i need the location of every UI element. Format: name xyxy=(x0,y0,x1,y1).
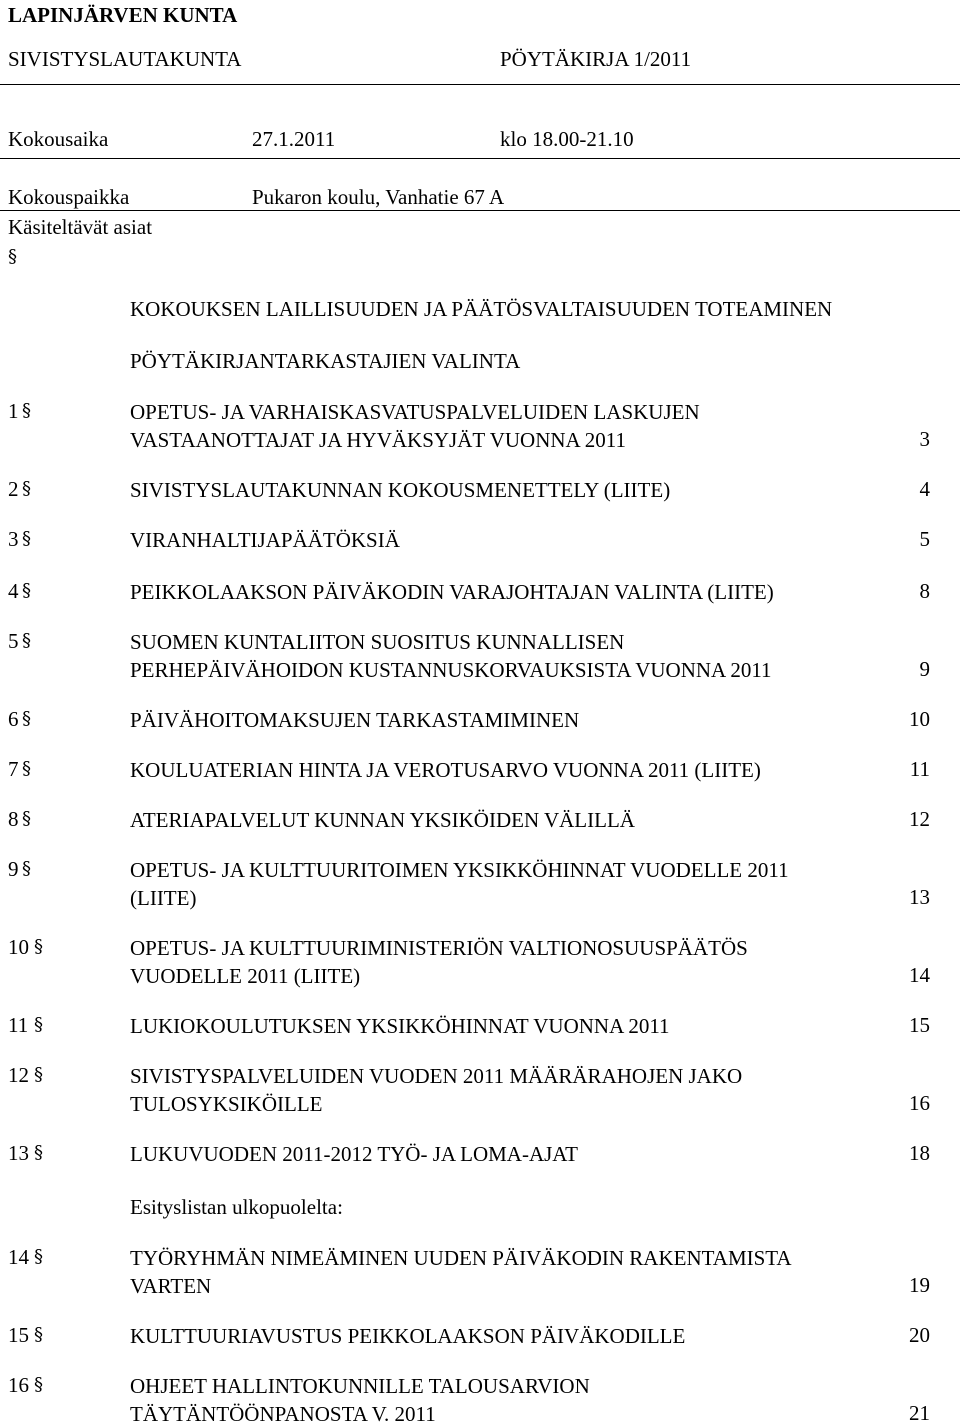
agenda-label: Käsiteltävät asiat xyxy=(8,215,153,239)
agenda-item-title-line: PERHEPÄIVÄHOIDON KUSTANNUSKORVAUKSISTA VUONNA 2011 xyxy=(130,658,772,682)
agenda-item xyxy=(0,1244,960,1300)
agenda-item-page: 10 xyxy=(909,707,930,731)
agenda-item-title-line: TULOSYKSIKÖILLE xyxy=(130,1092,323,1116)
agenda-item-title xyxy=(130,706,890,734)
agenda-item-title-line: LUKUVUODEN 2011-2012 TYÖ- JA LOMA-AJAT xyxy=(130,1142,578,1166)
agenda-item-title xyxy=(130,526,890,554)
agenda-item-title xyxy=(130,1062,890,1118)
agenda-item xyxy=(0,856,960,912)
section-sign: § xyxy=(22,478,31,499)
section-sign: § xyxy=(34,936,43,957)
header-rule-3 xyxy=(0,210,960,211)
agenda-item-page: 12 xyxy=(909,807,930,831)
agenda-item-number: 11 xyxy=(8,1013,29,1037)
agenda-item-title xyxy=(130,1322,890,1350)
agenda-item-number: 5 xyxy=(8,629,19,653)
agenda-item-title xyxy=(130,628,890,684)
agenda-item-title xyxy=(130,1372,890,1428)
agenda-item-page: 8 xyxy=(919,579,930,603)
agenda-item-number: 13 xyxy=(8,1141,29,1165)
agenda-item-title-line: KOULUATERIAN HINTA JA VEROTUSARVO VUONNA 2011 (LIITE) xyxy=(130,758,761,782)
agenda-item-page: 9 xyxy=(919,657,930,681)
agenda-item-number: 1 xyxy=(8,399,19,423)
agenda-item-title-line: PÄIVÄHOITOMAKSUJEN TARKASTAMIMINEN xyxy=(130,708,580,732)
agenda-item-title-line: OPETUS- JA KULTTUURITOIMEN YKSIKKÖHINNAT VUODELLE 2011 xyxy=(130,858,789,882)
agenda-item xyxy=(0,1322,960,1378)
agenda-item xyxy=(0,934,960,990)
section-sign: § xyxy=(34,1324,43,1345)
agenda-item-title-line: OPETUS- JA VARHAISKASVATUSPALVELUIDEN LASKUJEN xyxy=(130,400,700,424)
agenda-item-title-line: ATERIAPALVELUT KUNNAN YKSIKÖIDEN VÄLILLÄ xyxy=(130,808,635,832)
agenda-item-number: 8 xyxy=(8,807,19,831)
header-rule-2 xyxy=(0,158,960,159)
agenda-item-page: 16 xyxy=(909,1091,930,1115)
agenda-item-number: 12 xyxy=(8,1063,29,1087)
agenda-item-title-line: VIRANHALTIJAPÄÄTÖKSIÄ xyxy=(130,528,400,552)
place-label: Kokouspaikka xyxy=(8,185,130,209)
agenda-item-page: 15 xyxy=(909,1013,930,1037)
agenda-item-title-line: VUODELLE 2011 (LIITE) xyxy=(130,964,361,988)
agenda-item-title-line: SIVISTYSLAUTAKUNNAN KOKOUSMENETTELY (LIITE) xyxy=(130,478,671,502)
outside-agenda-label: Esityslistan ulkopuolelta: xyxy=(130,1195,343,1219)
section-sign: § xyxy=(22,630,31,651)
agenda-item-title-line: OHJEET HALLINTOKUNNILLE TALOUSARVION xyxy=(130,1374,590,1398)
agenda-item-number: 4 xyxy=(8,579,19,603)
agenda-item-page: 21 xyxy=(909,1401,930,1425)
agenda-item-number: 14 xyxy=(8,1245,29,1269)
header-rule-1 xyxy=(0,84,960,85)
agenda-item-title-line: LUKIOKOULUTUKSEN YKSIKKÖHINNAT VUONNA 2011 xyxy=(130,1014,670,1038)
agenda-item xyxy=(0,1062,960,1118)
agenda-item xyxy=(0,1372,960,1428)
agenda-item-number: 15 xyxy=(8,1323,29,1347)
agenda-item xyxy=(0,806,960,862)
agenda-item-title-line: KULTTUURIAVUSTUS PEIKKOLAAKSON PÄIVÄKODILLE xyxy=(130,1324,686,1348)
agenda-item xyxy=(0,578,960,634)
section-sign: § xyxy=(22,580,31,601)
preliminary-item-2: PÖYTÄKIRJANTARKASTAJIEN VALINTA xyxy=(130,349,521,373)
agenda-item-number: 6 xyxy=(8,707,19,731)
meeting-time: klo 18.00-21.10 xyxy=(500,127,634,151)
agenda-item-page: 5 xyxy=(919,527,930,551)
agenda-item xyxy=(0,526,960,582)
agenda-item-number: 16 xyxy=(8,1373,29,1397)
agenda-item xyxy=(0,398,960,454)
board-name: SIVISTYSLAUTAKUNTA xyxy=(8,47,242,71)
agenda-item-title xyxy=(130,1244,890,1300)
section-sign: § xyxy=(34,1014,43,1035)
agenda-item-title-line: OPETUS- JA KULTTUURIMINISTERIÖN VALTIONOSUUSPÄÄTÖS xyxy=(130,936,748,960)
section-sign: § xyxy=(34,1142,43,1163)
agenda-item-page: 19 xyxy=(909,1273,930,1297)
document-number: PÖYTÄKIRJA 1/2011 xyxy=(500,47,692,71)
agenda-item-title xyxy=(130,1012,890,1040)
section-sign: § xyxy=(8,246,17,267)
section-sign: § xyxy=(22,708,31,729)
section-sign: § xyxy=(34,1064,43,1085)
agenda-item-title-line: TYÖRYHMÄN NIMEÄMINEN UUDEN PÄIVÄKODIN RAKENTAMISTA xyxy=(130,1246,792,1270)
municipality-name: LAPINJÄRVEN KUNTA xyxy=(8,3,238,27)
agenda-item xyxy=(0,1012,960,1068)
agenda-item-number: 10 xyxy=(8,935,29,959)
section-sign: § xyxy=(34,1246,43,1267)
agenda-item-title xyxy=(130,1140,890,1168)
agenda-item-page: 18 xyxy=(909,1141,930,1165)
agenda-item-page: 11 xyxy=(909,757,930,781)
agenda-item-title xyxy=(130,398,890,454)
preliminary-item-1: KOKOUKSEN LAILLISUUDEN JA PÄÄTÖSVALTAISUUDEN TOTEAMINEN xyxy=(130,297,833,321)
section-sign: § xyxy=(22,808,31,829)
agenda-item-title-line: TÄYTÄNTÖÖNPANOSTA V. 2011 xyxy=(130,1402,436,1426)
agenda-item-number: 3 xyxy=(8,527,19,551)
agenda-item-title-line: SUOMEN KUNTALIITON SUOSITUS KUNNALLISEN xyxy=(130,630,625,654)
section-sign: § xyxy=(22,400,31,421)
agenda-item-page: 13 xyxy=(909,885,930,909)
agenda-item xyxy=(0,628,960,684)
agenda-item xyxy=(0,706,960,762)
agenda-item-title xyxy=(130,578,890,606)
agenda-item-number: 9 xyxy=(8,857,19,881)
agenda-item-title xyxy=(130,934,890,990)
time-label: Kokousaika xyxy=(8,127,109,151)
section-sign: § xyxy=(22,528,31,549)
meeting-date: 27.1.2011 xyxy=(252,127,336,151)
agenda-item-title-line: VARTEN xyxy=(130,1274,212,1298)
agenda-item xyxy=(0,476,960,532)
agenda-item-title-line: (LIITE) xyxy=(130,886,197,910)
section-sign: § xyxy=(22,758,31,779)
agenda-item-page: 4 xyxy=(919,477,930,501)
agenda-item xyxy=(0,1140,960,1196)
agenda-item-title-line: VASTAANOTTAJAT JA HYVÄKSYJÄT VUONNA 2011 xyxy=(130,428,627,452)
meeting-place: Pukaron koulu, Vanhatie 67 A xyxy=(252,185,505,209)
agenda-item-title xyxy=(130,856,890,912)
agenda-item-title xyxy=(130,806,890,834)
section-sign: § xyxy=(34,1374,43,1395)
agenda-item-number: 2 xyxy=(8,477,19,501)
agenda-item-title-line: SIVISTYSPALVELUIDEN VUODEN 2011 MÄÄRÄRAHOJEN JAKO xyxy=(130,1064,743,1088)
agenda-item-number: 7 xyxy=(8,757,19,781)
agenda-item-page: 14 xyxy=(909,963,930,987)
section-sign: § xyxy=(22,858,31,879)
agenda-item-title xyxy=(130,476,890,504)
agenda-item-title-line: PEIKKOLAAKSON PÄIVÄKODIN VARAJOHTAJAN VALINTA (LIITE) xyxy=(130,580,774,604)
agenda-item xyxy=(0,756,960,812)
agenda-item-page: 3 xyxy=(919,427,930,451)
agenda-item-title xyxy=(130,756,890,784)
agenda-item-page: 20 xyxy=(909,1323,930,1347)
